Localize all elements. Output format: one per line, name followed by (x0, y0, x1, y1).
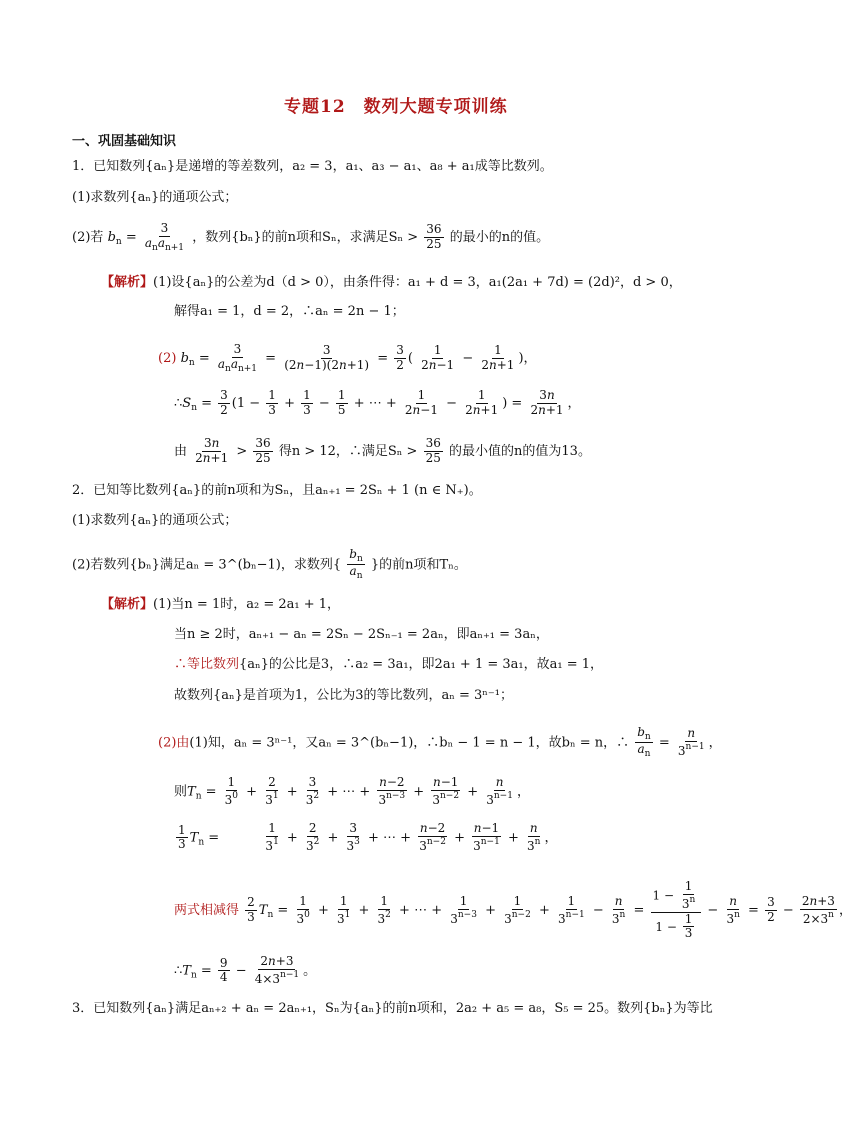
problem-1-part2-end: 的最小的n的值。 (449, 230, 550, 246)
solution-1-line-3: (2) $b_n$ = $\frac{3}{a_na_{n+1}}$ = $\frac{3}{(2n-1)(2n+1)}$ = $\frac{3}{2}$ ( $\frac{1}{2n-1}$ − $\frac{1}{2n+1}$ )， (158, 342, 537, 374)
page-title: 专题12 数列大题专项训练 (284, 97, 508, 117)
solution-1-line-5-prefix: 由 (174, 443, 188, 459)
analysis-label: 【解析】 (101, 597, 154, 612)
solution-2-step-1: (1)当n = 1时，a₂ = 2a₁ + 1， (153, 597, 341, 612)
solution-2-line-1 (101, 597, 340, 613)
problem-1-stem: 1．已知数列{aₙ}是递增的等差数列，a₂ = 3，a₁、a₃ − a₁、a₈ + a₁成等比数列。 (72, 159, 553, 174)
formula-bn-fraction: $\frac{3}{a_na_{n+1}}$ (144, 221, 185, 253)
problem-2-part1: (1)求数列{aₙ}的通项公式； (72, 513, 238, 528)
problem-2-part2-prefix: (2)若数列{bₙ}满足aₙ = 3^(bₙ−1)，求数列{ (72, 557, 342, 573)
solution-2-line-6: 则$T_n$ = $\frac{1}{3^0}$ + $\frac{2}{3^1}$ + $\frac{3}{3^2}$ + ⋯ + $\frac{n-2}{3^{n-3}}$ + $\frac{n-1}{3^{n-2}}$ + $\frac{n}{3^{n-1}}$ ， (174, 775, 530, 807)
solution-1-part2-label: (2) (158, 351, 177, 367)
problem-1-part1: (1)求数列{aₙ}的通项公式； (72, 190, 238, 205)
problem-1-part2-prefix: (2)若 (72, 230, 104, 246)
solution-1-line-4: $\therefore S_n$ = $\frac{3}{2}$ (1 − $\frac{1}{3}$ + $\frac{1}{3}$ − $\frac{1}{5}$ + ⋯ + $\frac{1}{2n-1}$ − $\frac{1}{2n+1}$ ) = $\frac{3n}{2n+1}$ ， (174, 388, 581, 417)
solution-2-line-5: (2)由(1)知，aₙ = 3ⁿ⁻¹，又aₙ = 3^(bₙ−1)，∴bₙ − 1 = n − 1，故bₙ = n，∴ $\frac{b_n}{a_n}$ = $\frac{n}{3^{n-1}}$ ， (158, 725, 722, 760)
section-heading: 一、巩固基础知识 (72, 134, 177, 149)
solution-1-line-2: 解得a₁ = 1，d = 2，∴aₙ = 2n − 1； (174, 304, 405, 319)
solution-2-line-9: $\therefore T_n$ = $\frac{9}{4}$ − $\frac{2n+3}{4\times 3^{n-1}}$ 。 (174, 954, 317, 986)
analysis-label: 【解析】 (101, 275, 154, 290)
solution-2-line-6-prefix: 则 (174, 784, 188, 800)
solution-2-line-3 (174, 657, 603, 673)
problem-1-part2: (2)若 $b_n$ = $\frac{3}{a_na_{n+1}}$ ，数列{bₙ}的前n项和Sₙ，求满足Sₙ > $\frac{36}{25}$ 的最小的n的值。 (72, 221, 550, 253)
solution-2-line-3-rest: {aₙ}的公比是3，∴a₂ = 3a₁，即2a₁ + 1 = 3a₁，故a₁ = 1， (239, 657, 603, 672)
solution-2-line-7: $\frac{1}{3}$ $T_n$ = $\frac{1}{3^1}$ + $\frac{2}{3^2}$ + $\frac{3}{3^3}$ + ⋯ + $\frac{n-2}{3^{n-2}}$ + $\frac{n-1}{3^{n-1}}$ + $\frac{n}{3^n}$ ， (178, 821, 558, 853)
solution-2-line-4: 故数列{aₙ}是首项为1，公比为3的等比数列，aₙ = 3ⁿ⁻¹； (174, 688, 513, 703)
solution-2-line-9-prefix: ∴ (174, 963, 183, 979)
solution-2-line-5-rest: (1)知，aₙ = 3ⁿ⁻¹，又aₙ = 3^(bₙ−1)，∴bₙ − 1 = n − 1，故bₙ = n，∴ (189, 735, 630, 751)
problem-2-part2-suffix: }的前n项和Tₙ。 (370, 557, 467, 573)
solution-1-line-1 (101, 275, 682, 291)
solution-1-step-1: (1)设{aₙ}的公差为d（d > 0），由条件得：a₁ + d = 3，a₁(2a₁ + 7d) = (2d)²，d > 0， (153, 275, 682, 290)
problem-3-stem: 3．已知数列{aₙ}满足aₙ₊₂ + aₙ = 2aₙ₊₁，Sₙ为{aₙ}的前n项和，2a₂ + a₅ = a₈，S₅ = 25。数列{bₙ}为等比 (72, 1001, 713, 1016)
solution-2-line-8: 两式相减得 $\frac{2}{3}$ $T_n$ = $\frac{1}{3^0}$ + $\frac{1}{3^1}$ + $\frac{1}{3^2}$ + ⋯ + $\frac{1}{3^{n-3}}$ + $\frac{1}{3^{n-2}}$ + $\frac{1}{3^{n-1}}$ − $\frac{n}{3^n}$ = 1 − $\frac{1}{3^n}$ 1 − $\frac{1}{3}$ − $\frac{n}{3^n}$ = $\frac{3}{2}$ − $\frac{2n+3}{2\times 3^n}$ ， (174, 879, 852, 941)
solution-1-line-5: 由 $\frac{3n}{2n+1}$ > $\frac{36}{25}$ 得n > 12，∴满足Sₙ > $\frac{36}{25}$ 的最小值的n的值为13。 (174, 436, 591, 465)
problem-2-part2: (2)若数列{bₙ}满足aₙ = 3^(bₙ−1)，求数列{ $\frac{b_n}{a_n}$ }的前n项和Tₙ。 (72, 547, 467, 582)
problem-2-stem: 2．已知等比数列{aₙ}的前n项和为Sₙ，且aₙ₊₁ = 2Sₙ + 1 (n ∈ N₊)。 (72, 483, 482, 498)
solution-2-line-2: 当n ≥ 2时，aₙ₊₁ − aₙ = 2Sₙ − 2Sₙ₋₁ = 2aₙ，即aₙ₊₁ = 3aₙ， (174, 627, 549, 642)
formula-36-25: $\frac{36}{25}$ (426, 222, 442, 252)
solution-1-line-5-end: 的最小值的n的值为13。 (449, 443, 591, 459)
solution-2-line-5-red: (2)由 (158, 735, 190, 751)
solution-2-line-8-red: 两式相减得 (174, 903, 240, 919)
solution-1-line-5-mid: 得n > 12，∴满足Sₙ > (278, 443, 418, 459)
therefore-sign: ∴ (174, 395, 183, 411)
solution-2-line-3-red: ∴等比数列 (174, 657, 240, 672)
problem-1-part2-suffix: ，数列{bₙ}的前n项和Sₙ，求满足Sₙ > (192, 230, 419, 246)
